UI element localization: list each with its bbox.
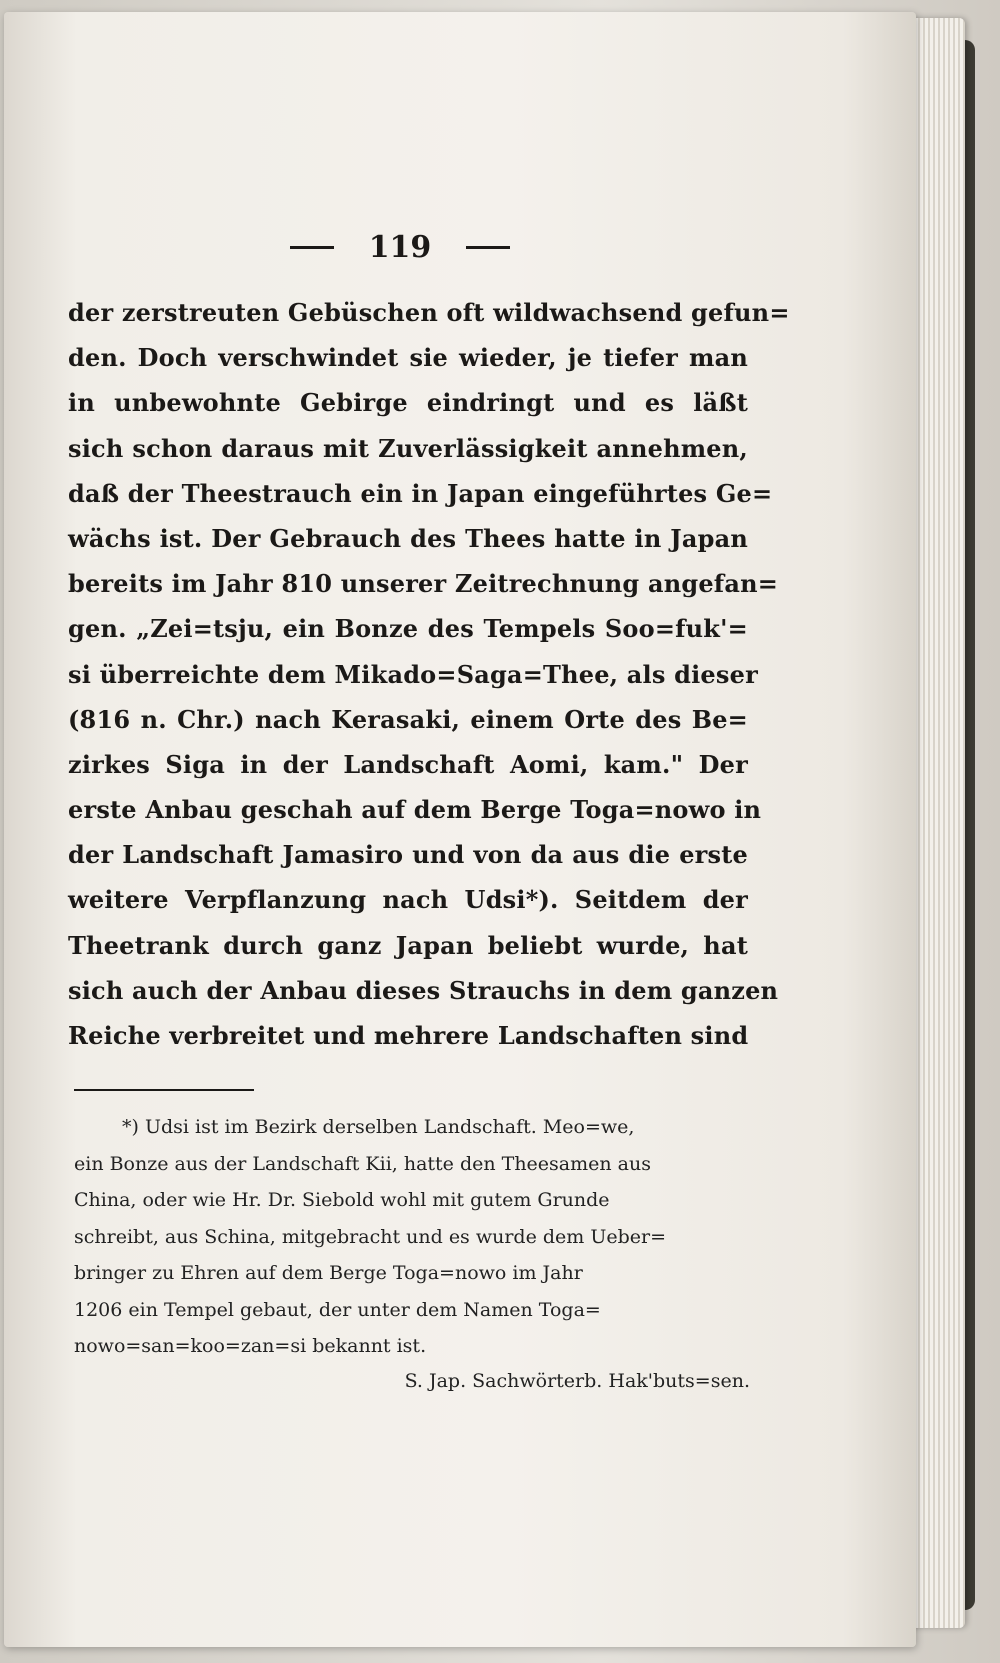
text-line: zirkes Siga in der Landschaft Aomi, kam." Der — [68, 749, 748, 779]
footnote-line: China, oder wie Hr. Dr. Siebold wohl mit gutem Grunde — [74, 1189, 610, 1211]
text-line: sich schon daraus mit Zuverlässigkeit annehmen, — [68, 433, 748, 463]
text-line: si überreichte dem Mikado=Saga=Thee, als dieser — [68, 659, 758, 689]
text-line: sich auch der Anbau dieses Strauchs in dem ganzen — [68, 975, 779, 1005]
text-line: erste Anbau geschah auf dem Berge Toga=nowo in — [68, 795, 762, 825]
text-line: weitere Verpflanzung nach Udsi*). Seitdem der — [68, 885, 748, 915]
text-line: Theetrank durch ganz Japan beliebt wurde, hat — [68, 930, 748, 960]
header-dash-left — [290, 246, 334, 249]
footnote — [74, 1109, 750, 1365]
text-line: bereits im Jahr 810 unserer Zeitrechnung angefan= — [68, 569, 779, 599]
page-number: 119 — [368, 229, 432, 265]
text-line: in unbewohnte Gebirge eindringt und es läßt — [68, 388, 748, 418]
text-line: den. Doch verschwindet sie wieder, je tiefer man — [68, 343, 748, 373]
footnote-line: 1206 ein Tempel gebaut, der unter dem Namen Toga= — [74, 1298, 601, 1321]
text-line: (816 n. Chr.) nach Kerasaki, einem Orte des Be= — [68, 704, 748, 734]
text-line: gen. „Zei=tsju, ein Bonze des Tempels Soo=fuk'= — [68, 614, 748, 644]
text-line: Reiche verbreitet und mehrere Landschaften sind — [68, 1021, 749, 1050]
footnote-rule — [74, 1089, 254, 1091]
footnote-source: S. Jap. Sachwörterb. Hak'buts=sen. — [404, 1370, 750, 1392]
text-line: daß der Theestrauch ein in Japan eingeführtes Ge= — [68, 478, 773, 508]
page-header — [290, 222, 510, 272]
footnote-line: nowo=san=koo=zan=si bekannt ist. — [74, 1335, 427, 1357]
text-line: der zerstreuten Gebüschen oft wildwachsend gefun= — [68, 298, 790, 327]
header-dash-right — [466, 246, 510, 249]
footnote-line: schreibt, aus Schina, mitgebracht und es wurde dem Ueber= — [74, 1225, 667, 1248]
text-line: wächs ist. Der Gebrauch des Thees hatte in Japan — [68, 523, 748, 553]
footnote-line: bringer zu Ehren auf dem Berge Toga=nowo im Jahr — [74, 1262, 583, 1284]
text-line: der Landschaft Jamasiro und von da aus die erste — [68, 840, 748, 870]
footnote-line: *) Udsi ist im Bezirk derselben Landschaft. Meo=we, — [122, 1116, 635, 1138]
body-text — [68, 290, 790, 1058]
footnote-line: ein Bonze aus der Landschaft Kii, hatte den Theesamen aus — [74, 1152, 651, 1175]
